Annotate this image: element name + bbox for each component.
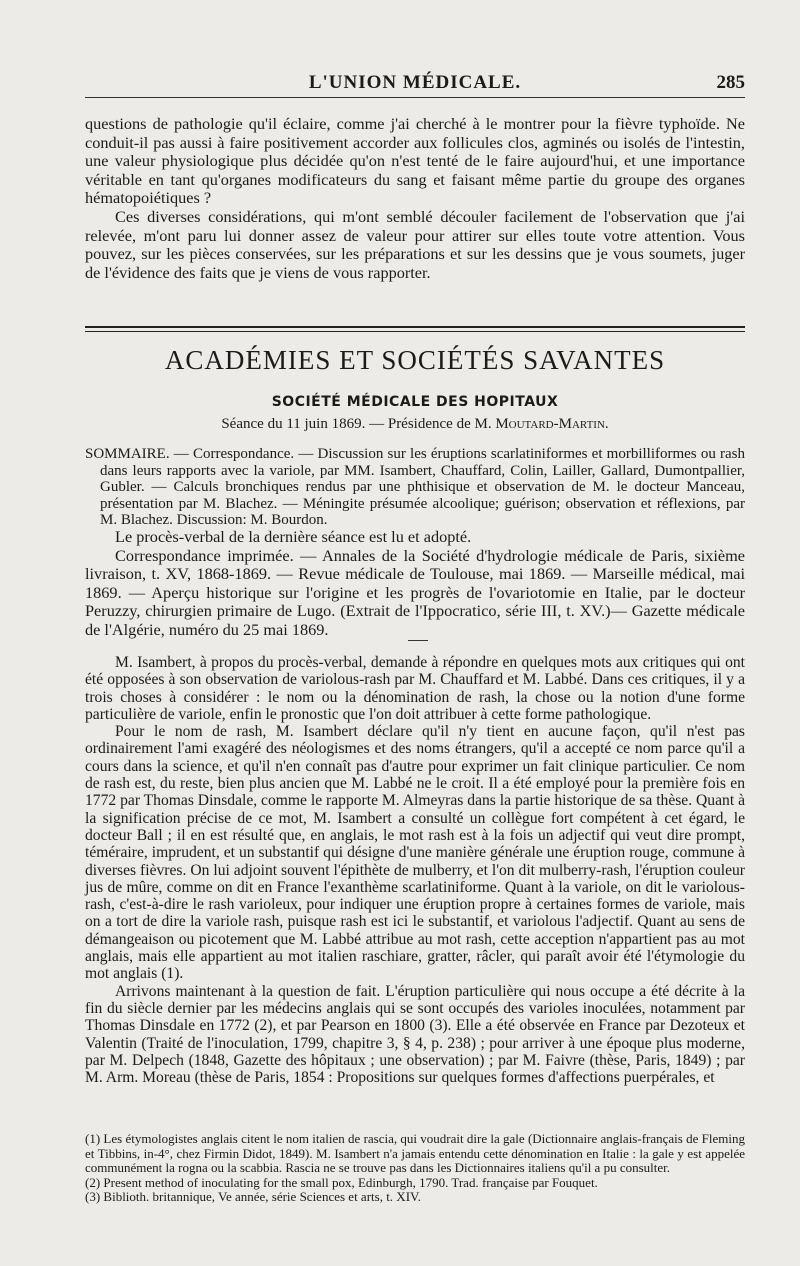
footnote: (1) Les étymologistes anglais citent le nom italien de rascia, qui voudrait dire la gale (Dictionnaire anglais-français de Fleming et Tibbins, in-4°, chez Firmin Didot, 1849). M. Isambert n'a jamais entendu cette dénomination en Italie : la gale y est appelée communément la rogna ou la scabbia. Rascia ne se trouve pas dans les Dictionnaires italiens qu'il a pu consulter. (85, 1131, 745, 1175)
discussion-text (85, 654, 745, 1086)
short-divider (408, 640, 428, 641)
intro-paragraph: questions de pathologie qu'il éclaire, comme j'ai cherché à le montrer pour la fièvre typhoïde. Ne conduit-il pas aussi à faire positivement accorder aux follicules clos, agminés ou isolés de l'intestin, une valeur physiologique plus décidée qu'on n'est tenté de le faire aujourd'hui, et une importance véritable en tant qu'organes modificateurs du sang et faisant même partie du groupe des organes hématopoiétiques ? (85, 114, 745, 208)
president-name: Moutard-Martin. (495, 416, 609, 432)
correspondence-block (85, 528, 745, 640)
sommaire-text: SOMMAIRE. — Correspondance. — Discussion sur les éruptions scarlatiniformes et morbilliformes ou rash dans leurs rapports avec la variole, par MM. Isambert, Chauffard, Colin, Lailler, Gallard, Dumontpallier, Gubler. — Calculs bronchiques rendus par une phthisique et observation de M. le docteur Manceau, présentation par M. Blachez. — Méningite présumée alcoolique; guérison; observation et réflexions, par M. Blachez. Discussion: M. Bourdon. (85, 446, 745, 528)
correspondance: Correspondance imprimée. — Annales de la Société d'hydrologie médicale de Paris, sixième livraison, t. XV, 1868-1869. — Revue médicale de Toulouse, mai 1869. — Marseille médical, mai 1869. — Aperçu historique sur l'origine et les progrès de l'ovariotomie en Italie, par le docteur Peruzzy, chirurgien primaire de Lugo. (Extrait de l'Ippocratico, série III, t. XV.)— Gazette médicale de l'Algérie, numéro du 25 mai 1869. (85, 545, 745, 639)
journal-title: L'UNION MÉDICALE. (308, 72, 522, 93)
footnote: (3) Biblioth. britannique, Ve année, série Sciences et arts, t. XIV. (85, 1189, 421, 1204)
sommaire (85, 446, 745, 529)
seance-line (85, 416, 745, 433)
header-rule (85, 97, 745, 98)
section-title: ACADÉMIES ET SOCIÉTÉS SAVANTES (164, 345, 666, 375)
section-rule-thick (85, 326, 745, 328)
footnote: (2) Present method of inoculating for the small pox, Edinburgh, 1790. Trad. française par Fouquet. (85, 1174, 598, 1190)
intro-paragraph: Ces diverses considérations, qui m'ont semblé découler facilement de l'observation que j'ai relevée, m'ont paru lui donner assez de valeur pour attirer sur elles toute votre attention. Vous pouvez, sur les pièces conservées, sur les préparations et sur les dessins que je vous soumets, juger de l'évidence des faits que je viens de vous rapporter. (85, 206, 745, 282)
proces-verbal: Le procès-verbal de la dernière séance est lu et adopté. (115, 527, 472, 546)
discussion-paragraph: Pour le nom de rash, M. Isambert déclare qu'il n'y tient en aucune façon, qu'il n'est pas ordinairement l'ami exagéré des néologismes et des noms étrangers, qu'il a accepté ce nom parce qu'il a cours dans la science, et qu'il n'en connaît pas d'autre pour exprimer un fait clinique particulier. Ce nom de rash est, du reste, bien plus ancien que M. Labbé ne le croit. Il a été employé pour la première fois en 1772 par Thomas Dinsdale, comme le rapporte M. Almeyras dans la partie historique de sa thèse. Quant à la signification précise de ce mot, M. Isambert a consulté un collègue fort compétent à cet égard, le docteur Ball ; il en est résulté que, en anglais, le mot rash est à la fois un adjectif qui veut dire prompt, téméraire, imprudent, et un substantif qui désigne d'une manière générale une éruption rouge, commune à diverses fièvres. On lui adjoint souvent l'épithète de mulberry, et l'on dit mulberry-rash, l'éruption couleur jus de mûre, comme on dit en France l'exanthème scarlatiniforme. Quant à la variole, on dit le variolous-rash, c'est-à-dire le rash varioleux, pour indiquer une éruption propre à certaines formes de variole, mais on a tort de dire la variole rash, puisque rash est ici le substantif, et variolous l'adjectif. Quant au sens de démangeaison ou picotement que M. Labbé attribue au mot rash, cette acception n'appartient pas au mot anglais, mais elle appartient au mot italien raschiare, gratter, râcler, qui paraît avoir été l'étymologie du mot anglais (1). (85, 723, 745, 983)
seance-date: Séance du 11 juin 1869. — Présidence de M. (221, 416, 496, 432)
discussion-paragraph: Arrivons maintenant à la question de fait. L'éruption particulière qui nous occupe a été décrite à la fin du siècle dernier par les médecins anglais qui se sont occupés des varioles inoculées, notamment par Thomas Dinsdale en 1772 (2), et par Pearson en 1800 (3). Elle a été observée en France par Dezoteux et Valentin (Traité de l'inoculation, 1799, chapitre 3, § 4, p. 238) ; pour arriver à une époque plus moderne, par M. Delpech (1848, Gazette des hôpitaux ; une observation) ; par M. Faivre (thèse, Paris, 1849) ; par M. Arm. Moreau (thèse de Paris, 1854 : Propositions sur quelques formes d'affections puerpérales, et (85, 982, 745, 1087)
intro-text (85, 115, 745, 282)
running-header (85, 72, 745, 96)
page-number: 285 (716, 72, 745, 93)
section-rule-thin (85, 331, 745, 332)
discussion-paragraph: M. Isambert, à propos du procès-verbal, demande à répondre en quelques mots aux critiques qui ont été opposées à son observation de variolous-rash par M. Chauffard et M. Labbé. Dans ces critiques, il y a trois choses à considérer : le nom ou la dénomination de rash, la chose ou la notion d'une forme particulière de variole, enfin le pronostic que l'on doit attribuer à cette forme pathologique. (85, 654, 745, 723)
footnotes (85, 1132, 745, 1205)
society-title: SOCIÉTÉ MÉDICALE DES HOPITAUX (271, 394, 559, 410)
